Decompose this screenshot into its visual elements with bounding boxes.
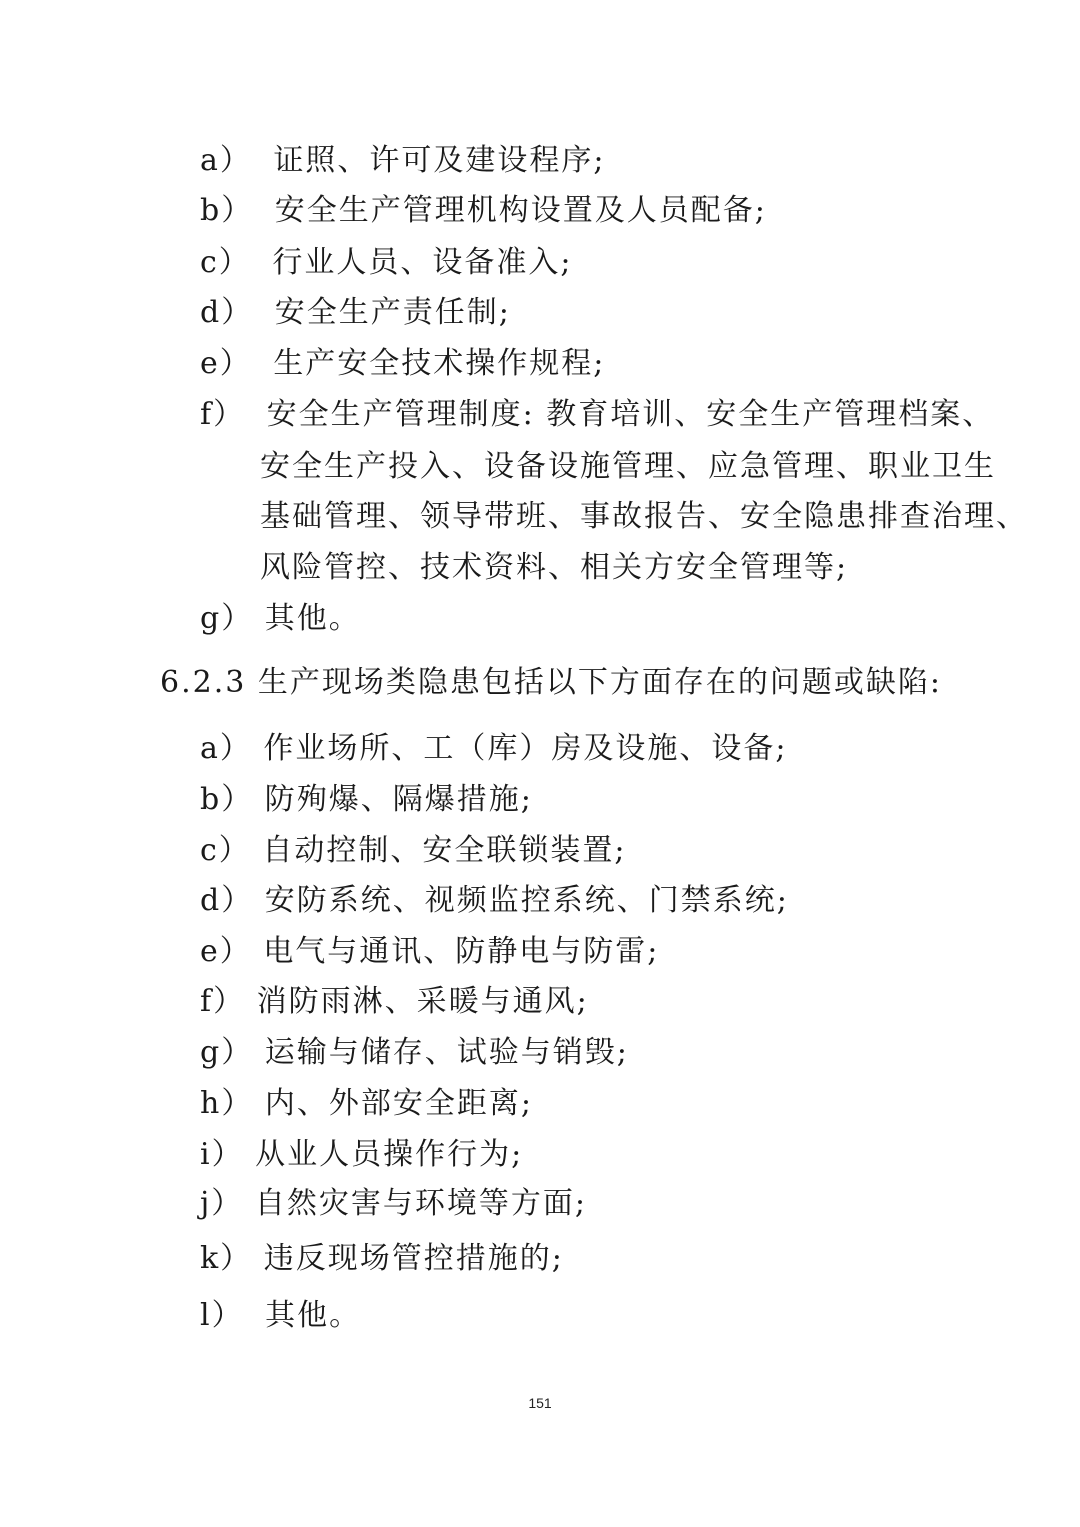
list-marker: f） — [200, 397, 246, 432]
list1-item-d — [200, 293, 511, 333]
list-item-text: 安全生产责任制; — [274, 295, 511, 330]
list-item-text: 安全生产管理机构设置及人员配备; — [274, 193, 767, 228]
section-heading — [160, 663, 942, 703]
list-marker: b） — [200, 193, 254, 228]
list-item-text: 风险管控、技术资料、相关方安全管理等; — [260, 550, 849, 585]
list-item-text: 自然灾害与环境等方面; — [254, 1186, 587, 1221]
list1-item-f-continuation — [260, 548, 848, 588]
list1-item-f-continuation — [260, 497, 1028, 537]
list2-item-h — [200, 1084, 533, 1124]
list-marker: h） — [200, 1086, 254, 1121]
list-marker: g） — [200, 1035, 254, 1070]
list-item-text: 基础管理、领导带班、事故报告、安全隐患排查治理、 — [260, 499, 1028, 534]
list-item-text: 证照、许可及建设程序; — [273, 143, 606, 178]
list-item-text: 安全生产管理制度: 教育培训、安全生产管理档案、 — [266, 397, 995, 432]
list1-item-c — [200, 243, 572, 283]
list2-item-a — [200, 729, 788, 769]
section-title: 生产现场类隐患包括以下方面存在的问题或缺陷: — [257, 665, 942, 700]
list1-item-f-continuation — [260, 447, 996, 487]
list-marker: e） — [200, 934, 252, 969]
list-marker: f） — [200, 984, 246, 1019]
list2-item-d — [200, 881, 789, 921]
list2-item-b — [200, 780, 533, 820]
list-item-text: 安防系统、视频监控系统、门禁系统; — [264, 883, 789, 918]
list-item-text: 其他。 — [265, 1298, 362, 1333]
list-item-text: 生产安全技术操作规程; — [273, 346, 606, 381]
section-number: 6.2.3 — [160, 665, 247, 700]
list-marker: c） — [200, 833, 251, 868]
list2-item-f — [200, 982, 589, 1022]
list2-item-e — [200, 932, 659, 972]
list1-item-e — [200, 344, 605, 384]
list1-item-a — [200, 141, 606, 181]
list-marker: d） — [200, 295, 254, 330]
list-item-text: 安全生产投入、设备设施管理、应急管理、职业卫生 — [260, 449, 996, 484]
list-marker: b） — [200, 782, 254, 817]
list2-item-j — [200, 1184, 587, 1224]
page-number: 151 — [528, 1395, 552, 1411]
list-marker: a） — [200, 731, 252, 766]
list-marker: e） — [200, 346, 252, 381]
list-item-text: 运输与储存、试验与销毁; — [264, 1035, 629, 1070]
list-item-text: 电气与通讯、防静电与防雷; — [263, 934, 660, 969]
list-marker: i） — [200, 1137, 244, 1172]
list-marker: d） — [200, 883, 254, 918]
list-item-text: 违反现场管控措施的; — [263, 1241, 564, 1276]
list-item-text: 内、外部安全距离; — [264, 1086, 533, 1121]
list-item-text: 消防雨淋、采暖与通风; — [256, 984, 589, 1019]
list-item-text: 其他。 — [264, 601, 361, 636]
list-item-text: 自动控制、安全联锁装置; — [262, 833, 627, 868]
list1-item-f — [200, 395, 994, 435]
list-item-text: 从业人员操作行为; — [255, 1137, 524, 1172]
list1-item-b — [200, 191, 767, 231]
list-item-text: 作业场所、工（库）房及设施、设备; — [263, 731, 788, 766]
list-marker: c） — [200, 245, 251, 280]
list-marker: j） — [200, 1186, 244, 1221]
list-marker: g） — [200, 601, 254, 636]
list1-item-g — [200, 599, 361, 639]
list-item-text: 行业人员、设备准入; — [272, 245, 573, 280]
list-item-text: 防殉爆、隔爆措施; — [264, 782, 533, 817]
list2-item-g — [200, 1033, 629, 1073]
list2-item-i — [200, 1135, 523, 1175]
list-marker: k） — [200, 1241, 253, 1276]
list2-item-c — [200, 831, 626, 871]
list-marker: a） — [200, 143, 252, 178]
list2-item-k — [200, 1239, 564, 1279]
list-marker: l） — [200, 1298, 244, 1333]
list2-item-l — [200, 1296, 361, 1336]
